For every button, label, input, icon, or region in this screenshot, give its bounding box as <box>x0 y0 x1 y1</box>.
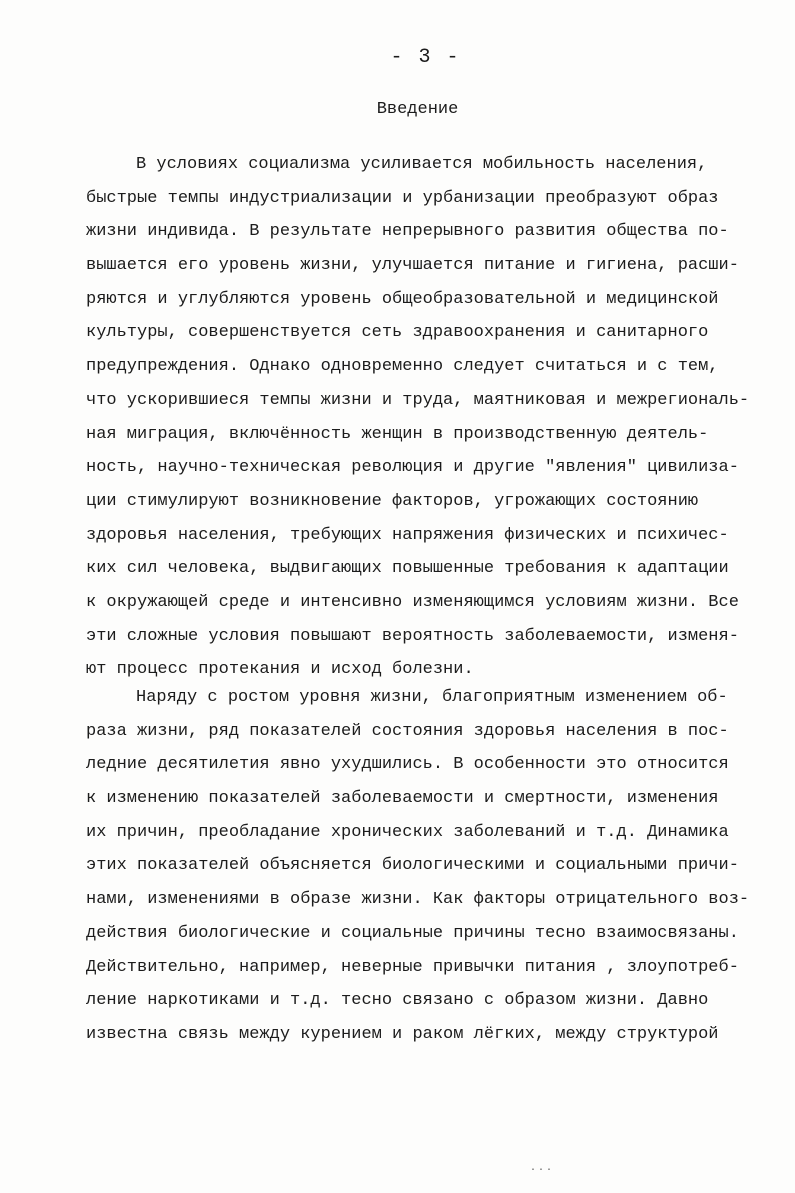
text-line: В условиях социализма усиливается мобильность населения, <box>136 155 708 174</box>
paragraph-2 <box>86 681 776 1052</box>
text-line: к изменению показателей заболеваемости и смертности, изменения <box>86 789 719 809</box>
text-line: действия биологические и социальные причины тесно взаимосвязаны. <box>86 923 739 943</box>
text-line: ная миграция, включённость женщин в производственную деятель- <box>86 424 709 444</box>
text-line: нами, изменениями в образе жизни. Как факторы отрицательного воз- <box>86 890 750 910</box>
text-line: ледние десятилетия явно ухудшились. В особенности это относится <box>86 755 729 775</box>
text-line: раза жизни, ряд показателей состояния здоровья населения в пос- <box>86 721 729 741</box>
text-line: к окружающей среде и интенсивно изменяющимся условиям жизни. Все <box>86 592 739 612</box>
text-line: жизни индивида. В результате непрерывного развития общества по- <box>86 222 729 242</box>
text-line: ление наркотиками и т.д. тесно связано с образом жизни. Давно <box>86 991 709 1011</box>
text-line: предупреждения. Однако одновременно следует считаться и с тем, <box>86 357 719 377</box>
text-line: что ускорившиеся темпы жизни и труда, маятниковая и межрегиональ- <box>86 390 750 410</box>
text-line: культуры, совершенствуется сеть здравоохранения и санитарного <box>86 323 709 343</box>
text-line: Действительно, например, неверные привычки питания , злоупотреб- <box>86 957 739 977</box>
text-line: вышается его уровень жизни, улучшается питание и гигиена, расши- <box>86 256 739 276</box>
paragraph-1 <box>86 148 776 687</box>
text-line: ции стимулируют возникновение факторов, угрожающих состоянию <box>86 491 699 511</box>
text-line: быстрые темпы индустриализации и урбанизации преобразуют образ <box>86 188 719 208</box>
text-line: здоровья населения, требующих напряжения физических и психичес- <box>86 525 729 545</box>
text-line: этих показателей объясняется биологическими и социальными причи- <box>86 856 739 876</box>
section-heading: Введение <box>376 100 459 119</box>
text-line: Наряду с ростом уровня жизни, благоприятным изменением об- <box>136 688 728 707</box>
text-line: ность, научно-техническая революция и другие "явления" цивилиза- <box>86 458 739 478</box>
text-line: ких сил человека, выдвигающих повышенные требования к адаптации <box>86 559 729 579</box>
scan-artifact-mark: ... <box>530 1163 555 1174</box>
text-line: ют процесс протекания и исход болезни. <box>86 660 474 680</box>
text-line: их причин, преобладание хронических заболеваний и т.д. Динамика <box>86 822 729 842</box>
page-number: - 3 - <box>390 46 461 69</box>
text-line: эти сложные условия повышают вероятность заболеваемости, изменя- <box>86 626 739 646</box>
text-line: известна связь между курением и раком лёгких, между структурой <box>86 1024 719 1044</box>
text-line: ряются и углубляются уровень общеобразовательной и медицинской <box>86 289 719 309</box>
